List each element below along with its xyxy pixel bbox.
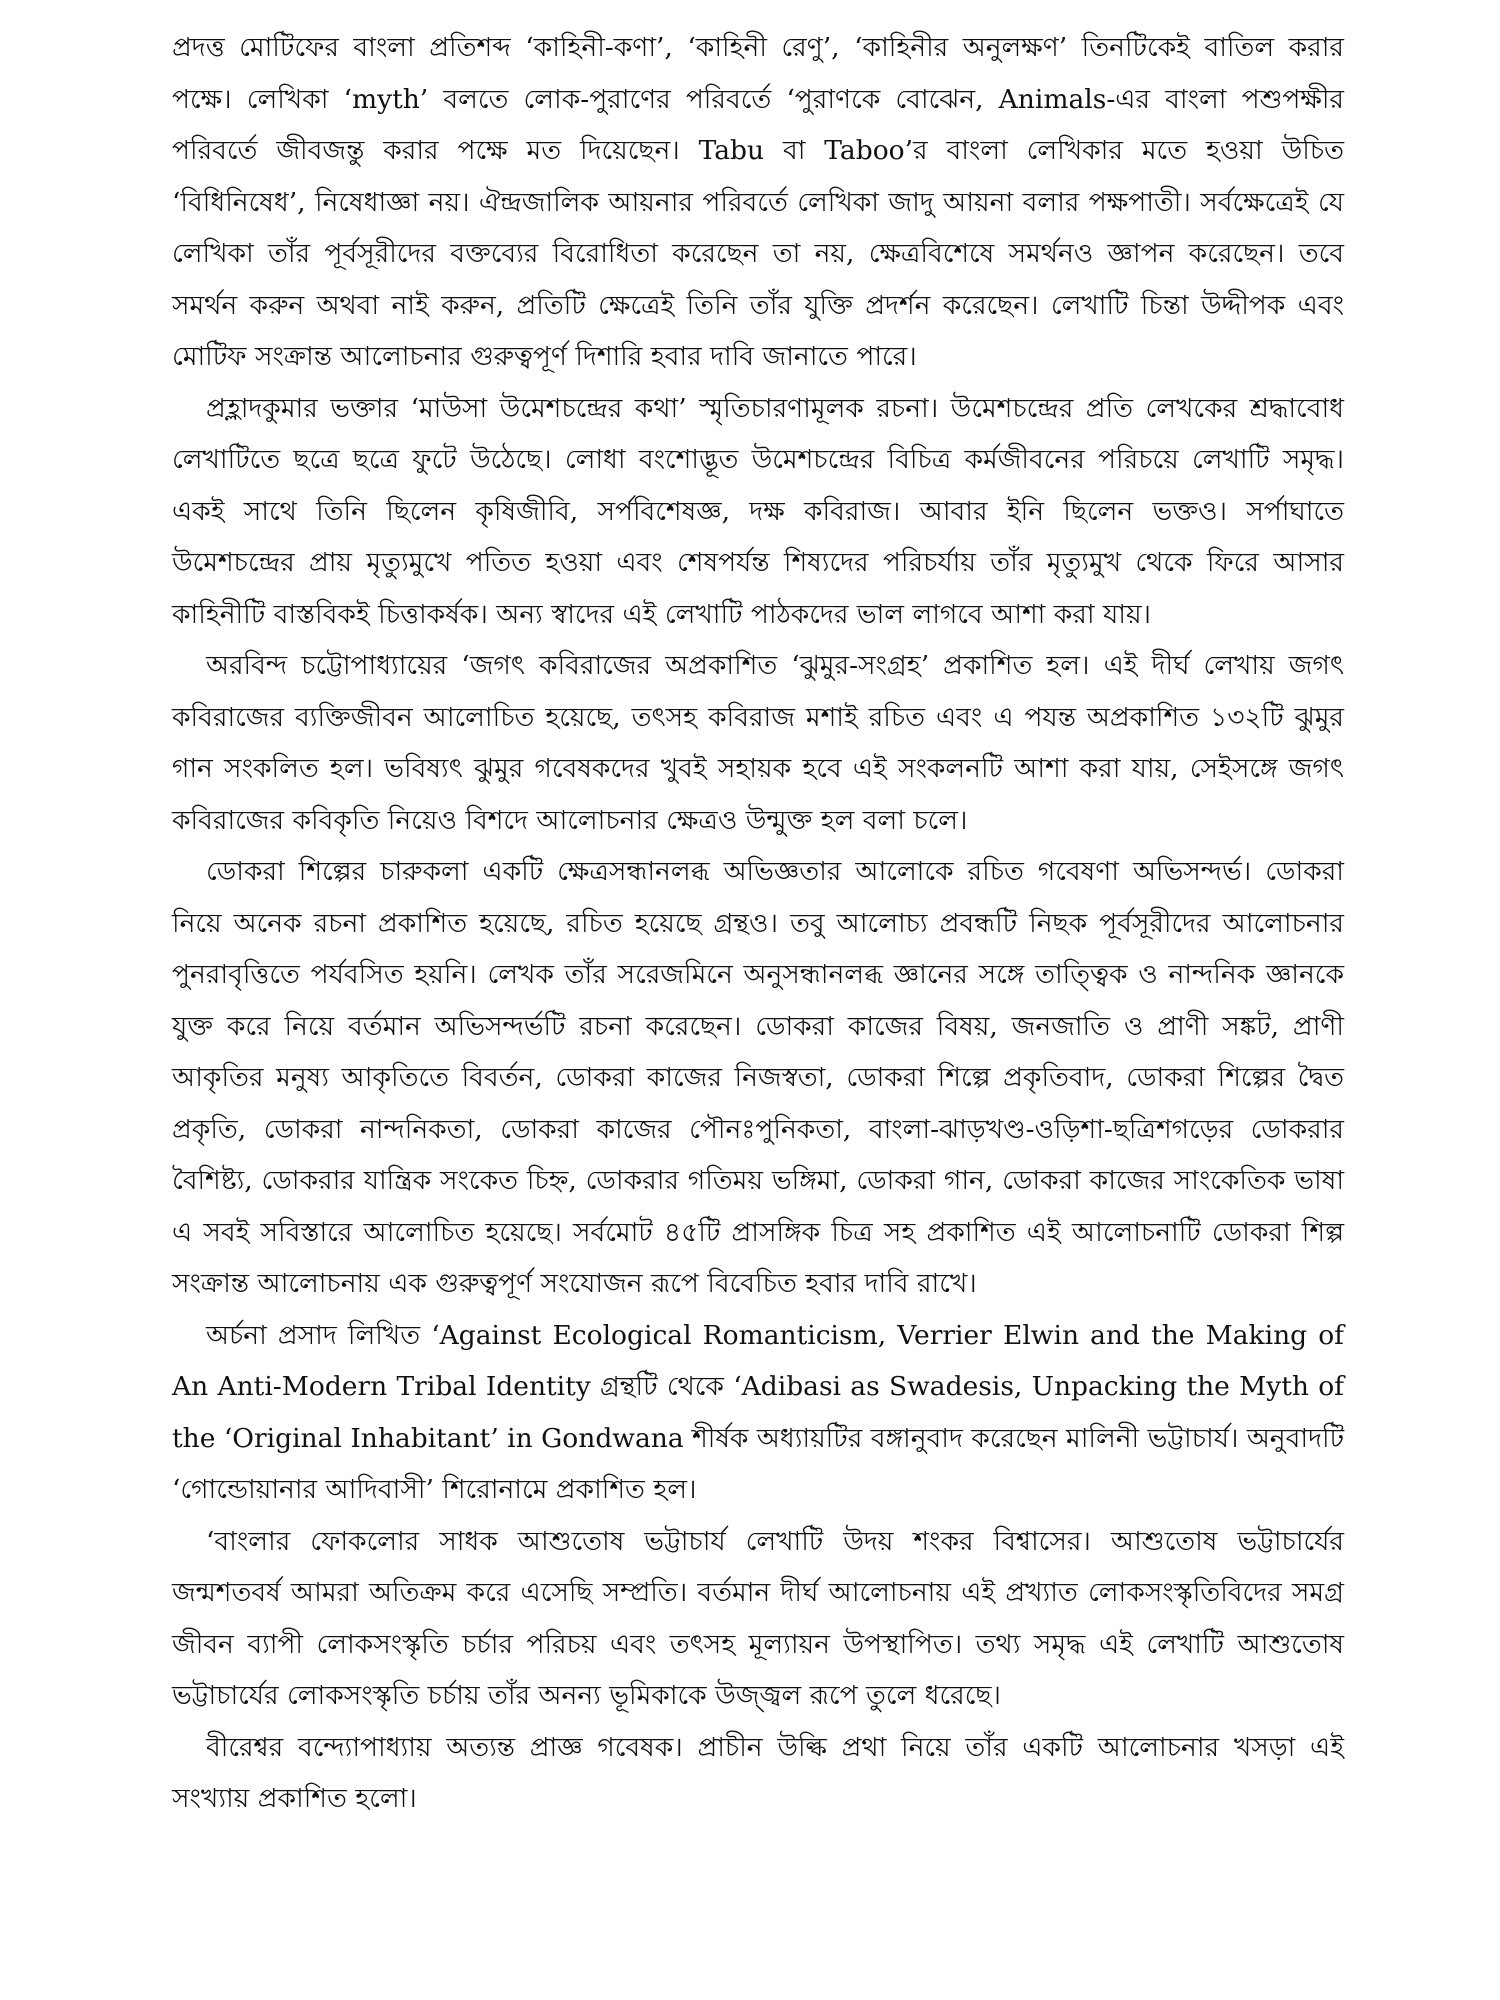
paragraph-dokra-art: ডোকরা শিল্পের চারুকলা একটি ক্ষেত্রসন্ধানলব্ধ অভিজ্ঞতার আলোকে রচিত গবেষণা অভিসন্দর্ভ। ডোকরা নিয়ে অনেক রচনা প্রকাশিত হয়েছে, রচিত হয়েছে গ্রন্থও। তবু আলোচ্য প্রবন্ধটি নিছক পূর্বসূরীদের আলোচনার পুনরাবৃত্তিতে পর্যবসিত হয়নি। লেখক তাঁর সরেজমিনে অনুসন্ধানলব্ধ জ্ঞানের সঙ্গে তাত্ত্বিক ও নান্দনিক জ্ঞানকে যুক্ত করে নিয়ে বর্তমান অভিসন্দর্ভটি রচনা করেছেন। ডোকরা কাজের বিষয়, জনজাতি ও প্রাণী সঙ্কট, প্রাণী আকৃতির মনুষ্য আকৃতিতে বিবর্তন, ডোকরা কাজের নিজস্বতা, ডোকরা শিল্পে প্রকৃতিবাদ, ডোকরা শিল্পের দ্বৈত প্রকৃতি, ডোকরা নান্দনিকতা, ডোকরা কাজের পৌনঃপুনিকতা, বাংলা-ঝাড়খণ্ড-ওড়িশা-ছত্রিশগড়ের ডোকরার বৈশিষ্ট্য, ডোকরার যান্ত্রিক সংকেত চিহ্ন, ডোকরার গতিময় ভঙ্গিমা, ডোকরা গান, ডোকরা কাজের সাংকেতিক ভাষা এ সবই সবিস্তারে আলোচিত হয়েছে। সর্বমোট ৪৫টি প্রাসঙ্গিক চিত্র সহ প্রকাশিত এই আলোচনাটি ডোকরা শিল্প সংক্রান্ত আলোচনায় এক গুরুত্বপূর্ণ সংযোজন রূপে বিবেচিত হবার দাবি রাখে। — [172, 856, 1344, 1299]
paragraph-archana-prasad: অর্চনা প্রসাদ লিখিত ‘Against Ecological Romanticism, Verrier Elwin and the Making of An Anti-Modern Tribal Identity গ্রন্থটি থেকে ‘Adibasi as Swadesis, Unpacking the Myth of the ‘Original Inhabitant’ in Gondwana শীর্ষক অধ্যায়টির বঙ্গানুবাদ করেছেন মালিনী ভট্টাচার্য। অনুবাদটি ‘গোন্ডোয়ানার আদিবাসী’ শিরোনামে প্রকাশিত হল। — [172, 1319, 1345, 1505]
paragraph-jhumur-collection: অরবিন্দ চট্টোপাধ্যায়ের ‘জগৎ কবিরাজের অপ্রকাশিত ‘ঝুমুর-সংগ্রহ’ প্রকাশিত হল। এই দীর্ঘ লেখায় জগৎ কবিরাজের ব্যক্তিজীবন আলোচিত হয়েছে, তৎসহ কবিরাজ মশাই রচিত এবং এ পযন্ত অপ্রকাশিত ১৩২টি ঝুমুর গান সংকলিত হল। ভবিষ্যৎ ঝুমুর গবেষকদের খুবই সহায়ক হবে এই সংকলনটি আশা করা যায়, সেইসঙ্গে জগৎ কবিরাজের কবিকৃতি নিয়েও বিশদে আলোচনার ক্ষেত্রও উন্মুক্ত হল বলা চলে। — [172, 650, 1344, 836]
document-page — [172, 22, 1344, 1825]
paragraph-bireshwar: বীরেশ্বর বন্দ্যোপাধ্যায় অত্যন্ত প্রাজ্ঞ গবেষক। প্রাচীন উল্কি প্রথা নিয়ে তাঁর একটি আলোচনার খসড়া এই সংখ্যায় প্রকাশিত হলো। — [172, 1731, 1344, 1814]
paragraph-umeshchandra: প্রহ্লাদকুমার ভক্তার ‘মাউসা উমেশচন্দ্রের কথা’ স্মৃতিচারণামূলক রচনা। উমেশচন্দ্রের প্রতি লেখকের শ্রদ্ধাবোধ লেখাটিতে ছত্রে ছত্রে ফুটে উঠেছে। লোধা বংশোদ্ভূত উমেশচন্দ্রের বিচিত্র কর্মজীবনের পরিচয়ে লেখাটি সমৃদ্ধ। একই সাথে তিনি ছিলেন কৃষিজীবি, সর্পবিশেষজ্ঞ, দক্ষ কবিরাজ। আবার ইনি ছিলেন ভক্তও। সর্পাঘাতে উমেশচন্দ্রের প্রায় মৃত্যুমুখে পতিত হওয়া এবং শেষপর্যন্ত শিষ্যদের পরিচর্যায় তাঁর মৃত্যুমুখ থেকে ফিরে আসার কাহিনীটি বাস্তবিকই চিত্তাকর্ষক। অন্য স্বাদের এই লেখাটি পাঠকদের ভাল লাগবে আশা করা যায়। — [172, 392, 1344, 630]
paragraph-ashutosh-bhattacharya: ‘বাংলার ফোকলোর সাধক আশুতোষ ভট্টাচার্য লেখাটি উদয় শংকর বিশ্বাসের। আশুতোষ ভট্টাচার্যের জন্মশতবর্ষ আমরা অতিক্রম করে এসেছি সম্প্রতি। বর্তমান দীর্ঘ আলোচনায় এই প্রখ্যাত লোকসংস্কৃতিবিদের সমগ্র জীবন ব্যাপী লোকসংস্কৃতি চর্চার পরিচয় এবং তৎসহ মূল্যায়ন উপস্থাপিত। তথ্য সমৃদ্ধ এই লেখাটি আশুতোষ ভট্টাচার্যের লোকসংস্কৃতি চর্চায় তাঁর অনন্য ভূমিকাকে উজ্জ্বল রূপে তুলে ধরেছে। — [172, 1525, 1344, 1711]
paragraph-motif-terms: প্রদত্ত মোটিফের বাংলা প্রতিশব্দ ‘কাহিনী-কণা’, ‘কাহিনী রেণু’, ‘কাহিনীর অনুলক্ষণ’ তিনটিকেই বাতিল করার পক্ষে। লেখিকা ‘myth’ বলতে লোক-পুরাণের পরিবর্তে ‘পুরাণকে বোঝেন, Animals-এর বাংলা পশুপক্ষীর পরিবর্তে জীবজন্তু করার পক্ষে মত দিয়েছেন। Tabu বা Taboo’র বাংলা লেখিকার মতে হওয়া উচিত ‘বিধিনিষেধ’, নিষেধাজ্ঞা নয়। ঐন্দ্রজালিক আয়নার পরিবর্তে লেখিকা জাদু আয়না বলার পক্ষপাতী। সর্বক্ষেত্রেই যে লেখিকা তাঁর পূর্বসূরীদের বক্তব্যের বিরোধিতা করেছেন তা নয়, ক্ষেত্রবিশেষে সমর্থনও জ্ঞাপন করেছেন। তবে সমর্থন করুন অথবা নাই করুন, প্রতিটি ক্ষেত্রেই তিনি তাঁর যুক্তি প্রদর্শন করেছেন। লেখাটি চিন্তা উদ্দীপক এবং মোটিফ সংক্রান্ত আলোচনার গুরুত্বপূর্ণ দিশারি হবার দাবি জানাতে পারে। — [172, 32, 1344, 372]
